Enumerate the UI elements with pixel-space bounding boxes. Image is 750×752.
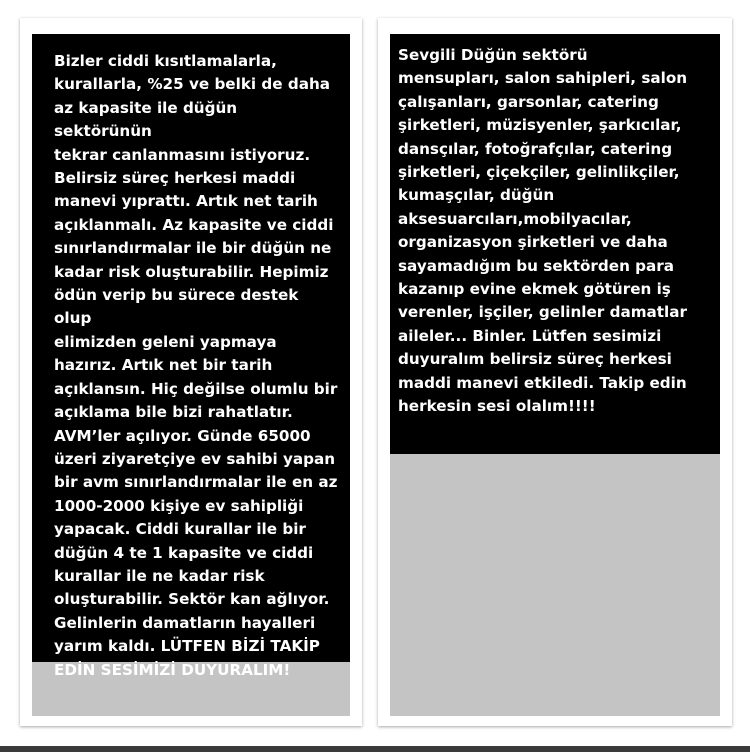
bottom-edge-bar (0, 746, 750, 752)
left-post-frame (20, 18, 362, 726)
right-post-panel (390, 34, 720, 716)
right-post-frame (378, 18, 732, 726)
left-post-panel (32, 34, 350, 716)
left-post-text: Bizler ciddi kısıtlamalarla, kurallarla, %25 ve belki de daha az kapasite ile düğün sektörünün tekrar canlanmasını istiyoruz. Belirsiz süreç herkesi maddi manevi yıprattı. Artık net tarih açıklanmalı. Az kapasite ve ciddi sınırlandırmalar ile bir düğün ne kadar risk oluşturabilir. Hepimiz ödün verip bu sürece destek olup elimizden geleni yapmaya hazırız. Artık net bir tarih açıklansın. Hiç değilse olumlu bir açıklama bile bizi rahatlatır. AVM’ler açılıyor. Günde 65000 üzeri ziyaretçiye ev sahibi yapan bir avm sınırlandırmalar ile en az 1000-2000 kişiye ev sahipliği yapacak. Ciddi kurallar ile bir düğün 4 te 1 kapasite ve ciddi kurallar ile ne kadar risk oluşturabilir. Sektör kan ağlıyor. Gelinlerin damatların hayalleri yarım kaldı. LÜTFEN BİZİ TAKİP EDİN SESİMİZİ DUYURALIM! (32, 34, 350, 662)
right-post-text: Sevgili Düğün sektörü mensupları, salon sahipleri, salon çalışanları, garsonlar, catering şirketleri, müzisyenler, şarkıcılar, dansçılar, fotoğrafçılar, catering şirketleri, çiçekçiler, gelinlikçiler, kumaşçılar, düğün aksesuarcıları,mobilyacılar, organizasyon şirketleri ve daha sayamadığım bu sektörden para kazanıp evine ekmek götüren iş verenler, işçiler, gelinler damatlar aileler... Binler. Lütfen sesimizi duyuralım belirsiz süreç herkesi maddi manevi etkiledi. Takip edin herkesin sesi olalım!!!! (390, 34, 720, 454)
